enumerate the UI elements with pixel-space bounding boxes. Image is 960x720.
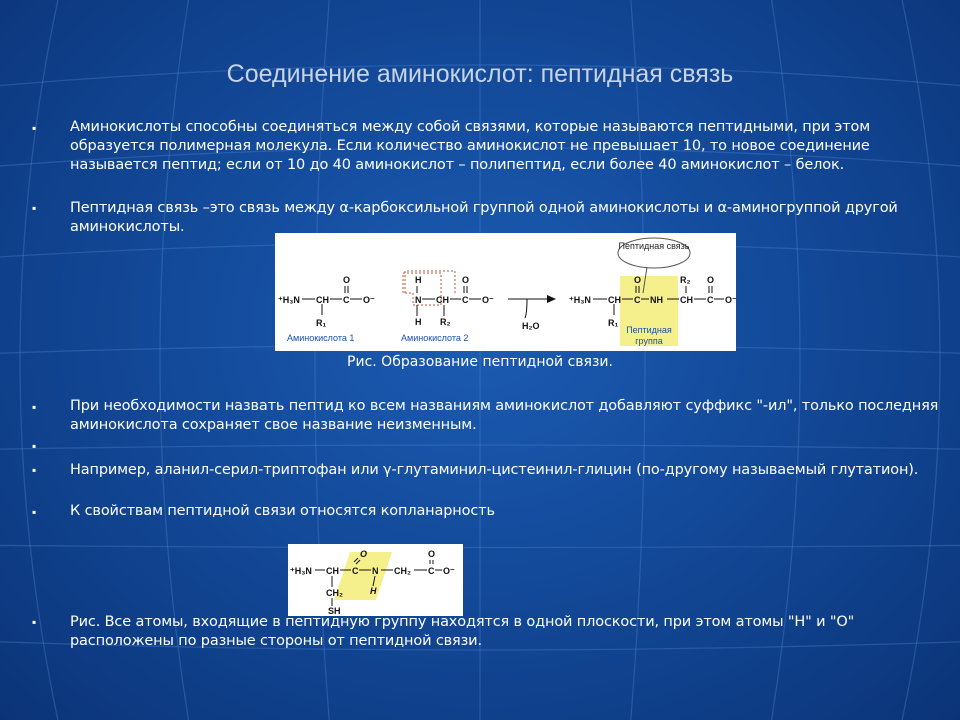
paragraph-naming-rule: При необходимости назвать пептид ко всем названиям аминокислот добавляют суффикс "-ил", только последняя аминокислота сохраняет свое название неизменным. xyxy=(70,398,939,433)
thiol-group: SH xyxy=(328,606,341,616)
peptide-bond-formation-diagram xyxy=(275,233,736,351)
carbonyl-carbon-1: C xyxy=(343,295,350,305)
alpha-carbon: CH xyxy=(326,566,339,576)
product-alpha-carbon-2: CH xyxy=(680,295,693,305)
product-r2: R₂ xyxy=(680,275,691,285)
alpha-carbon-1: CH xyxy=(316,295,329,305)
carbonyl-carbon-2: C xyxy=(462,295,469,305)
carboxylate-oxygen-1: O⁻ xyxy=(363,295,375,305)
product-carbonyl-oxygen: O xyxy=(634,275,642,285)
terminal-oxygen: O xyxy=(428,549,436,559)
terminal-carbon: C xyxy=(428,566,435,576)
amino-hydrogen-bottom: H xyxy=(415,317,422,327)
bullet-marker: ▪ xyxy=(32,439,37,453)
glycine-ch2: CH₂ xyxy=(394,566,411,576)
product-nh: NH xyxy=(650,295,663,305)
elimination-box-right xyxy=(405,271,455,293)
carbonyl-carbon: C xyxy=(352,566,359,576)
cysteine-ch2: CH₂ xyxy=(326,588,343,598)
figure-coplanarity xyxy=(288,544,463,616)
amino-acid-1-label: Аминокислота 1 xyxy=(287,333,355,343)
product-alpha-carbon-1: CH xyxy=(608,295,621,305)
carbonyl-oxygen-2: O xyxy=(462,275,470,285)
amide-nitrogen: N xyxy=(372,566,379,576)
paragraph-figure2-caption: Рис. Все атомы, входящие в пептидную группу находятся в одной плоскости, при этом атомы "Н" и "О" расположены по разные стороны от пептидной связи. xyxy=(70,614,855,649)
amino-hydrogen-top: H xyxy=(415,275,422,285)
product-carboxylate: O⁻ xyxy=(725,295,736,305)
side-chain-r1: R₁ xyxy=(316,318,327,328)
slide-title: Соединение аминокислот: пептидная связь xyxy=(226,60,734,88)
product-carbonyl-carbon-2: C xyxy=(707,295,714,305)
bullet-marker: ▪ xyxy=(32,615,37,629)
figure-peptide-bond-formation xyxy=(275,233,736,351)
carbonyl-oxygen-1: O xyxy=(343,275,351,285)
product-carbonyl-carbon: C xyxy=(634,295,641,305)
reaction-arrow-head xyxy=(547,295,556,303)
bullet-marker: ▪ xyxy=(32,463,37,477)
nh3-group-1: ⁺H₃N xyxy=(278,295,300,305)
coplanar-peptide-diagram xyxy=(288,544,463,616)
terminal-carboxylate: O⁻ xyxy=(443,566,455,576)
product-r1: R₁ xyxy=(608,318,619,328)
bullet-marker: ▪ xyxy=(32,121,37,135)
paragraph-coplanarity: К свойствам пептидной связи относятся копланарность xyxy=(70,503,495,519)
side-chain-r2: R₂ xyxy=(440,317,451,327)
amino-nitrogen-2: N xyxy=(415,295,422,305)
bullet-marker: ▪ xyxy=(32,505,37,519)
nh3-group: ⁺H₃N xyxy=(290,566,312,576)
water-label: H₂O xyxy=(522,321,540,331)
peptide-group-label-1: Пептидная xyxy=(626,325,672,335)
amino-acid-2-label: Аминокислота 2 xyxy=(401,333,469,343)
paragraph-peptide-bond: Пептидная связь –это связь между α-карбоксильной группой одной аминокислоты и α-аминогруппой другой аминокислоты. xyxy=(70,200,898,235)
bullet-marker: ▪ xyxy=(32,400,37,414)
bullet-marker: ▪ xyxy=(32,201,37,215)
paragraph-naming-example: Например, аланил-серил-триптофан или γ-глутаминил-цистеинил-глицин (по-другому называемый глутатион). xyxy=(70,462,919,478)
figure1-caption: Рис. Образование пептидной связи. xyxy=(347,354,613,370)
bubble-label: Пептидная связь xyxy=(618,241,690,251)
carbonyl-oxygen: O xyxy=(360,549,368,559)
product-nh3: ⁺H₃N xyxy=(569,295,591,305)
product-carbonyl-oxygen-2: O xyxy=(707,275,715,285)
peptide-group-label-2: группа xyxy=(635,336,663,346)
amide-hydrogen: H xyxy=(370,586,377,596)
carboxylate-oxygen-2: O⁻ xyxy=(482,295,494,305)
paragraph-peptide-definition: Аминокислоты способны соединяться между собой связями, которые называются пептидными, при этом образуется полимерная молекула. Если количество аминокислот не превышает 10, то новое соединение называется пептид; если от 10 до 40 аминокислот – полипептид, если более 40 аминокислот – белок. xyxy=(70,119,871,173)
alpha-carbon-2: CH xyxy=(436,295,449,305)
